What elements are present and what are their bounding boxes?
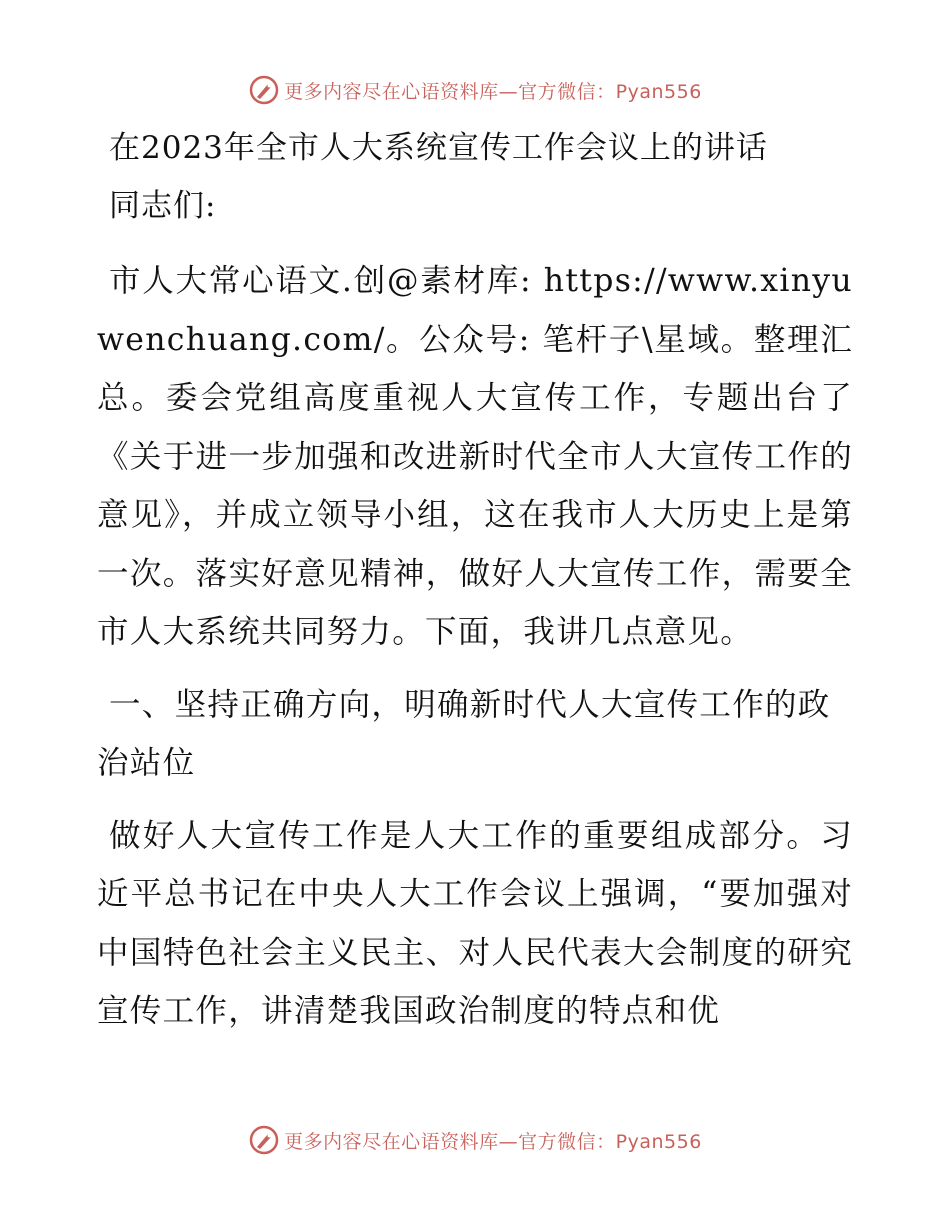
pen-nib-logo-icon (248, 1124, 280, 1156)
document-body (97, 122, 853, 1055)
pen-nib-logo-icon (248, 74, 280, 106)
section-paragraph: 做好人大宣传工作是人大工作的重要组成部分。习近平总书记在中央人大工作会议上强调，“要加强对中国特色社会主义民主、对人民代表大会制度的研究宣传工作，讲清楚我国政治制度的特点和优 (97, 817, 853, 1029)
greeting: 同志们: (109, 188, 217, 224)
paragraph: 市人大常心语文.创@素材库: https://www.xinyuwenchuang.com/。公众号: 笔杆子\星域。整理汇总。委会党组高度重视人大宣传工作，专题出台了《关于进一步加强和改进新时代全市人大宣传工作的意见》，并成立领导小组，这在我市人大历史上是第一次。落实好意见精神，做好人大宣传工作，需要全市人大系统共同努力。下面，我讲几点意见。 (97, 263, 853, 650)
watermark-text: 更多内容尽在心语资料库—官方微信：Pyan556 (284, 80, 702, 103)
watermark-footer (0, 1120, 950, 1160)
section-heading: 一、坚持正确方向，明确新时代人大宣传工作的政治站位 (97, 686, 831, 781)
watermark-text: 更多内容尽在心语资料库—官方微信：Pyan556 (284, 1130, 702, 1153)
document-title: 在2023年全市人大系统宣传工作会议上的讲话 (109, 130, 768, 166)
watermark-header (0, 70, 950, 110)
